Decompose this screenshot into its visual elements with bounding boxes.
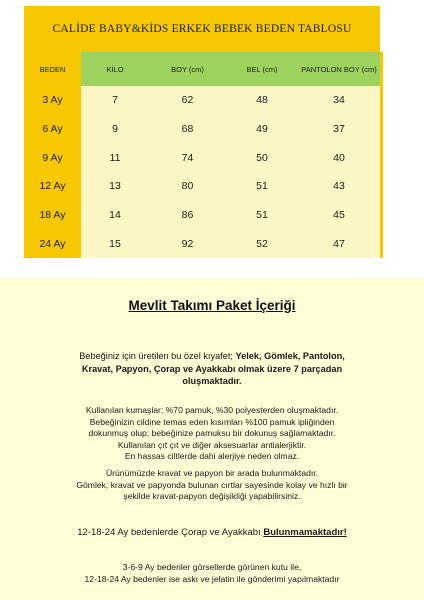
notice-line [0, 527, 424, 539]
cell-bel: 50 [226, 143, 298, 172]
cell-beden: 6 Ay [24, 115, 81, 144]
cell-beden: 12 Ay [24, 172, 81, 201]
header-pantolon-boy: PANTOLON BOY (cm) [298, 52, 380, 86]
notice-text: 12-18-24 Ay bedenlerde Çorap ve Ayakkabı [77, 527, 264, 538]
size-table-header-row [24, 52, 380, 86]
table-row [24, 229, 380, 258]
package-title: Mevlit Takımı Paket İçeriği [128, 298, 296, 313]
description-line: Kravat, Papyon, Çorap ve Ayakkabı olmak üzere 7 parçadan [81, 363, 343, 374]
cell-bel: 48 [226, 86, 298, 115]
package-info [0, 278, 424, 600]
shipping-info [0, 562, 424, 585]
description-intro: Bebeğiniz için üretilen bu özel kıyafet; [79, 351, 236, 361]
tie-line: şekilde kravat-papyon değişikliği yapabilirsiniz. [123, 491, 301, 501]
table-row [24, 86, 380, 115]
cell-pantolon-boy: 37 [298, 115, 380, 144]
tie-line: Ürünümüzde kravat ve papyon bir arada bulunmaktadır. [105, 468, 319, 478]
fabric-info [0, 405, 424, 463]
size-chart-title-bar [24, 6, 380, 52]
cell-boy: 68 [149, 115, 226, 144]
cell-boy: 62 [149, 86, 226, 115]
cell-kilo: 7 [81, 86, 149, 115]
cell-bel: 49 [226, 115, 298, 144]
table-row [24, 143, 380, 172]
fabric-line: En hassas ciltlerde dahi alerjiye neden olmaz. [124, 451, 300, 461]
cell-beden: 9 Ay [24, 143, 81, 172]
description-line: oluşmaktadır. [182, 376, 242, 386]
cell-pantolon-boy: 40 [298, 143, 380, 172]
header-kilo: KİLO [81, 52, 149, 86]
cell-pantolon-boy: 45 [298, 201, 380, 230]
cell-pantolon-boy: 43 [298, 172, 380, 201]
shipping-line: 3-6-9 Ay bedenler görsellerde görünen kutu ile, [122, 562, 302, 572]
size-chart-title: CALİDE BABY&KİDS ERKEK BEBEK BEDEN TABLOSU [52, 23, 352, 35]
table-row [24, 201, 380, 230]
header-boy: BOY (cm) [149, 52, 226, 86]
chart-edge-stripe [380, 52, 383, 258]
tie-line: Gömlek, kravat ve papyonda bulunan cırtlar sayesinde kolay ve hızlı bir [76, 479, 348, 490]
cell-beden: 18 Ay [24, 201, 81, 230]
package-description [0, 350, 424, 388]
cell-kilo: 15 [81, 229, 149, 258]
cell-pantolon-boy: 34 [298, 86, 380, 115]
header-beden: BEDEN [24, 52, 81, 86]
cell-bel: 51 [226, 172, 298, 201]
cell-boy: 86 [149, 201, 226, 230]
description-line [0, 350, 424, 363]
fabric-line: Kullanılan kumaşlar; %70 pamuk, %30 polyesterden oluşmaktadır. [85, 405, 339, 415]
fabric-line: dokunmuş olup; bebeğinize pamuksu bir dokunuş sağlamaktadır. [88, 428, 336, 438]
description-items: Yelek, Gömlek, Pantolon, [235, 351, 345, 361]
cell-bel: 52 [226, 229, 298, 258]
tie-info [0, 468, 424, 503]
cell-boy: 80 [149, 172, 226, 201]
size-chart [0, 0, 424, 280]
fabric-line: Kullanılan çıt çıt ve diğer aksesuarlar antialerjiktir. [117, 439, 307, 450]
fabric-line: Bebeğinizin cildine temas eden kısımları %100 pamuk ipliğinden [89, 416, 335, 427]
cell-kilo: 9 [81, 115, 149, 144]
cell-pantolon-boy: 47 [298, 229, 380, 258]
cell-bel: 51 [226, 201, 298, 230]
cell-kilo: 11 [81, 143, 149, 172]
shipping-line: 12-18-24 Ay bedenler ise askı ve jelatin ile gönderimi yapılmaktadır [84, 573, 340, 584]
cell-boy: 74 [149, 143, 226, 172]
table-row [24, 115, 380, 144]
table-row [24, 172, 380, 201]
cell-boy: 92 [149, 229, 226, 258]
header-bel: BEL (cm) [226, 52, 298, 86]
size-table [24, 52, 380, 258]
cell-beden: 24 Ay [24, 229, 81, 258]
cell-kilo: 13 [81, 172, 149, 201]
cell-beden: 3 Ay [24, 86, 81, 115]
cell-kilo: 14 [81, 201, 149, 230]
sock-shoe-notice [0, 527, 424, 539]
notice-emphasis: Bulunmamaktadır! [263, 527, 347, 538]
